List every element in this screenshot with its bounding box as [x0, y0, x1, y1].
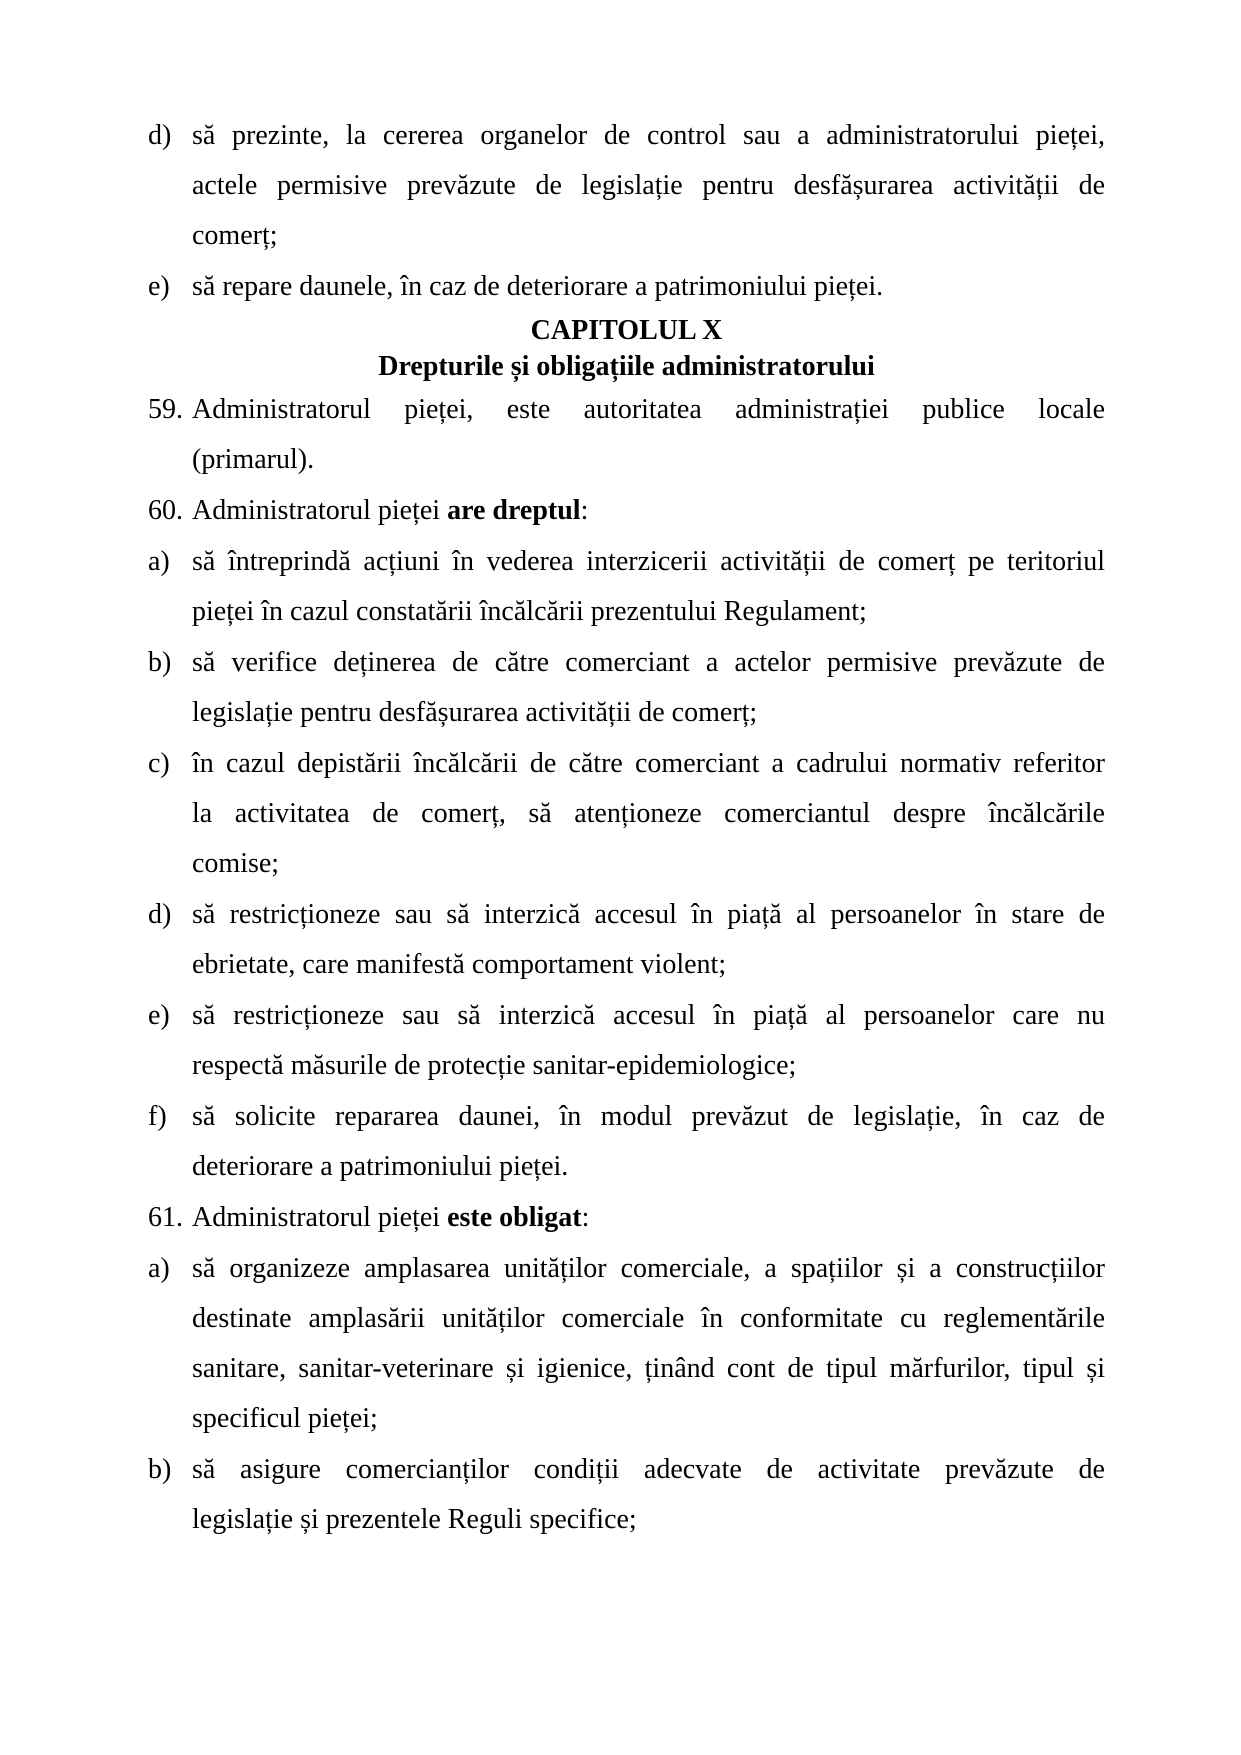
text-line — [192, 940, 1105, 990]
list-marker: a) — [148, 1253, 170, 1284]
text-line — [192, 161, 1105, 211]
text-line — [192, 1294, 1105, 1344]
list-item — [148, 486, 1105, 536]
list-marker: e) — [148, 271, 170, 302]
text-segment: specificul pieței; — [192, 1403, 378, 1434]
text-segment: să verifice deținerea de către comerciant a actelor permisive prevăzute de — [192, 647, 1105, 678]
text-line — [192, 1495, 1105, 1545]
text-segment: Administratorul pieței — [192, 495, 448, 526]
text-segment: legislație pentru desfășurarea activității de comerț; — [192, 697, 758, 728]
text-line — [192, 587, 1105, 637]
list-item — [148, 638, 1105, 738]
text-line — [192, 211, 1105, 261]
text-line — [148, 1193, 1105, 1243]
list-item — [148, 739, 1105, 889]
text-segment: să întreprindă acțiuni în vederea interzicerii activității de comerț pe teritoriul — [192, 546, 1105, 577]
list-item — [148, 111, 1105, 261]
list-marker: d) — [148, 899, 172, 930]
list-marker: e) — [148, 1000, 170, 1031]
bold-text-segment: este obligat — [447, 1202, 582, 1233]
text-line — [148, 1092, 1105, 1142]
text-segment: ebrietate, care manifestă comportament violent; — [192, 949, 727, 980]
list-item — [148, 262, 1105, 312]
text-line — [192, 1142, 1105, 1192]
text-segment: comise; — [192, 848, 280, 879]
list-marker: b) — [148, 647, 172, 678]
text-segment: legislație și prezentele Reguli specifice; — [192, 1504, 637, 1535]
text-line — [148, 991, 1105, 1041]
text-segment: : — [580, 495, 589, 526]
text-segment: deteriorare a patrimoniului pieței. — [192, 1151, 569, 1182]
list-item — [148, 1445, 1105, 1545]
text-segment: respectă măsurile de protecție sanitar-epidemiologice; — [192, 1050, 797, 1081]
text-segment: să solicite repararea daunei, în modul prevăzut de legislație, în caz de — [192, 1101, 1105, 1132]
text-line — [192, 688, 1105, 738]
text-line — [148, 739, 1105, 789]
text-segment: să prezinte, la cererea organelor de control sau a administratorului pieței, — [192, 120, 1105, 151]
text-line — [148, 537, 1105, 587]
document-body — [148, 111, 1105, 1545]
text-segment: la activitatea de comerț, să atenționeze comerciantul despre încălcările — [192, 798, 1105, 829]
text-line — [192, 435, 1105, 485]
text-line — [148, 890, 1105, 940]
list-item — [148, 537, 1105, 637]
text-segment: actele permisive prevăzute de legislație pentru desfășurarea activității de — [192, 170, 1105, 201]
list-item — [148, 1193, 1105, 1243]
text-line — [148, 638, 1105, 688]
text-segment: Administratorul pieței — [192, 1202, 448, 1233]
text-segment: să asigure comercianților condiții adecvate de activitate prevăzute de — [192, 1454, 1105, 1485]
text-segment: sanitare, sanitar-veterinare și igienice, ținând cont de tipul mărfurilor, tipul și — [192, 1353, 1105, 1384]
text-segment: să repare daunele, în caz de deteriorare a patrimoniului pieței. — [192, 271, 884, 302]
text-segment: să organizeze amplasarea unităților comerciale, a spațiilor și a construcțiilor — [192, 1253, 1105, 1284]
text-segment: : — [581, 1202, 590, 1233]
text-line — [192, 1041, 1105, 1091]
text-segment: (primarul). — [192, 444, 315, 475]
list-marker: d) — [148, 120, 172, 151]
list-marker: b) — [148, 1454, 172, 1485]
text-segment: pieței în cazul constatării încălcării prezentului Regulament; — [192, 596, 867, 627]
text-line — [192, 1344, 1105, 1394]
text-line — [192, 839, 1105, 889]
text-line — [148, 385, 1105, 435]
list-marker: 59. — [148, 394, 183, 425]
text-line — [192, 1394, 1105, 1444]
text-line — [148, 111, 1105, 161]
text-segment: comerț; — [192, 220, 278, 251]
text-segment: în cazul depistării încălcării de către comerciant a cadrului normativ referitor — [192, 748, 1105, 779]
text-segment: destinate amplasării unităților comerciale în conformitate cu reglementările — [192, 1303, 1105, 1334]
text-line — [148, 1244, 1105, 1294]
list-marker: f) — [148, 1101, 167, 1132]
list-marker: 61. — [148, 1202, 183, 1233]
list-item — [148, 890, 1105, 990]
chapter-heading: CAPITOLUL X — [530, 315, 723, 346]
list-item — [148, 991, 1105, 1091]
text-line — [148, 486, 1105, 536]
text-line — [148, 262, 1105, 312]
bold-text-segment: are dreptul — [447, 495, 581, 526]
list-marker: a) — [148, 546, 170, 577]
list-item — [148, 385, 1105, 485]
text-line — [148, 1445, 1105, 1495]
text-line — [192, 789, 1105, 839]
list-item — [148, 1244, 1105, 1444]
list-marker: c) — [148, 748, 170, 779]
text-segment: să restricționeze sau să interzică accesul în piață al persoanelor în stare de — [192, 899, 1105, 930]
list-marker: 60. — [148, 495, 183, 526]
list-item — [148, 1092, 1105, 1192]
text-segment: Administratorul pieței, este autoritatea administrației publice locale — [192, 394, 1105, 425]
chapter-heading: Drepturile și obligațiile administratorului — [378, 351, 875, 382]
text-segment: să restricționeze sau să interzică accesul în piață al persoanelor care nu — [192, 1000, 1105, 1031]
